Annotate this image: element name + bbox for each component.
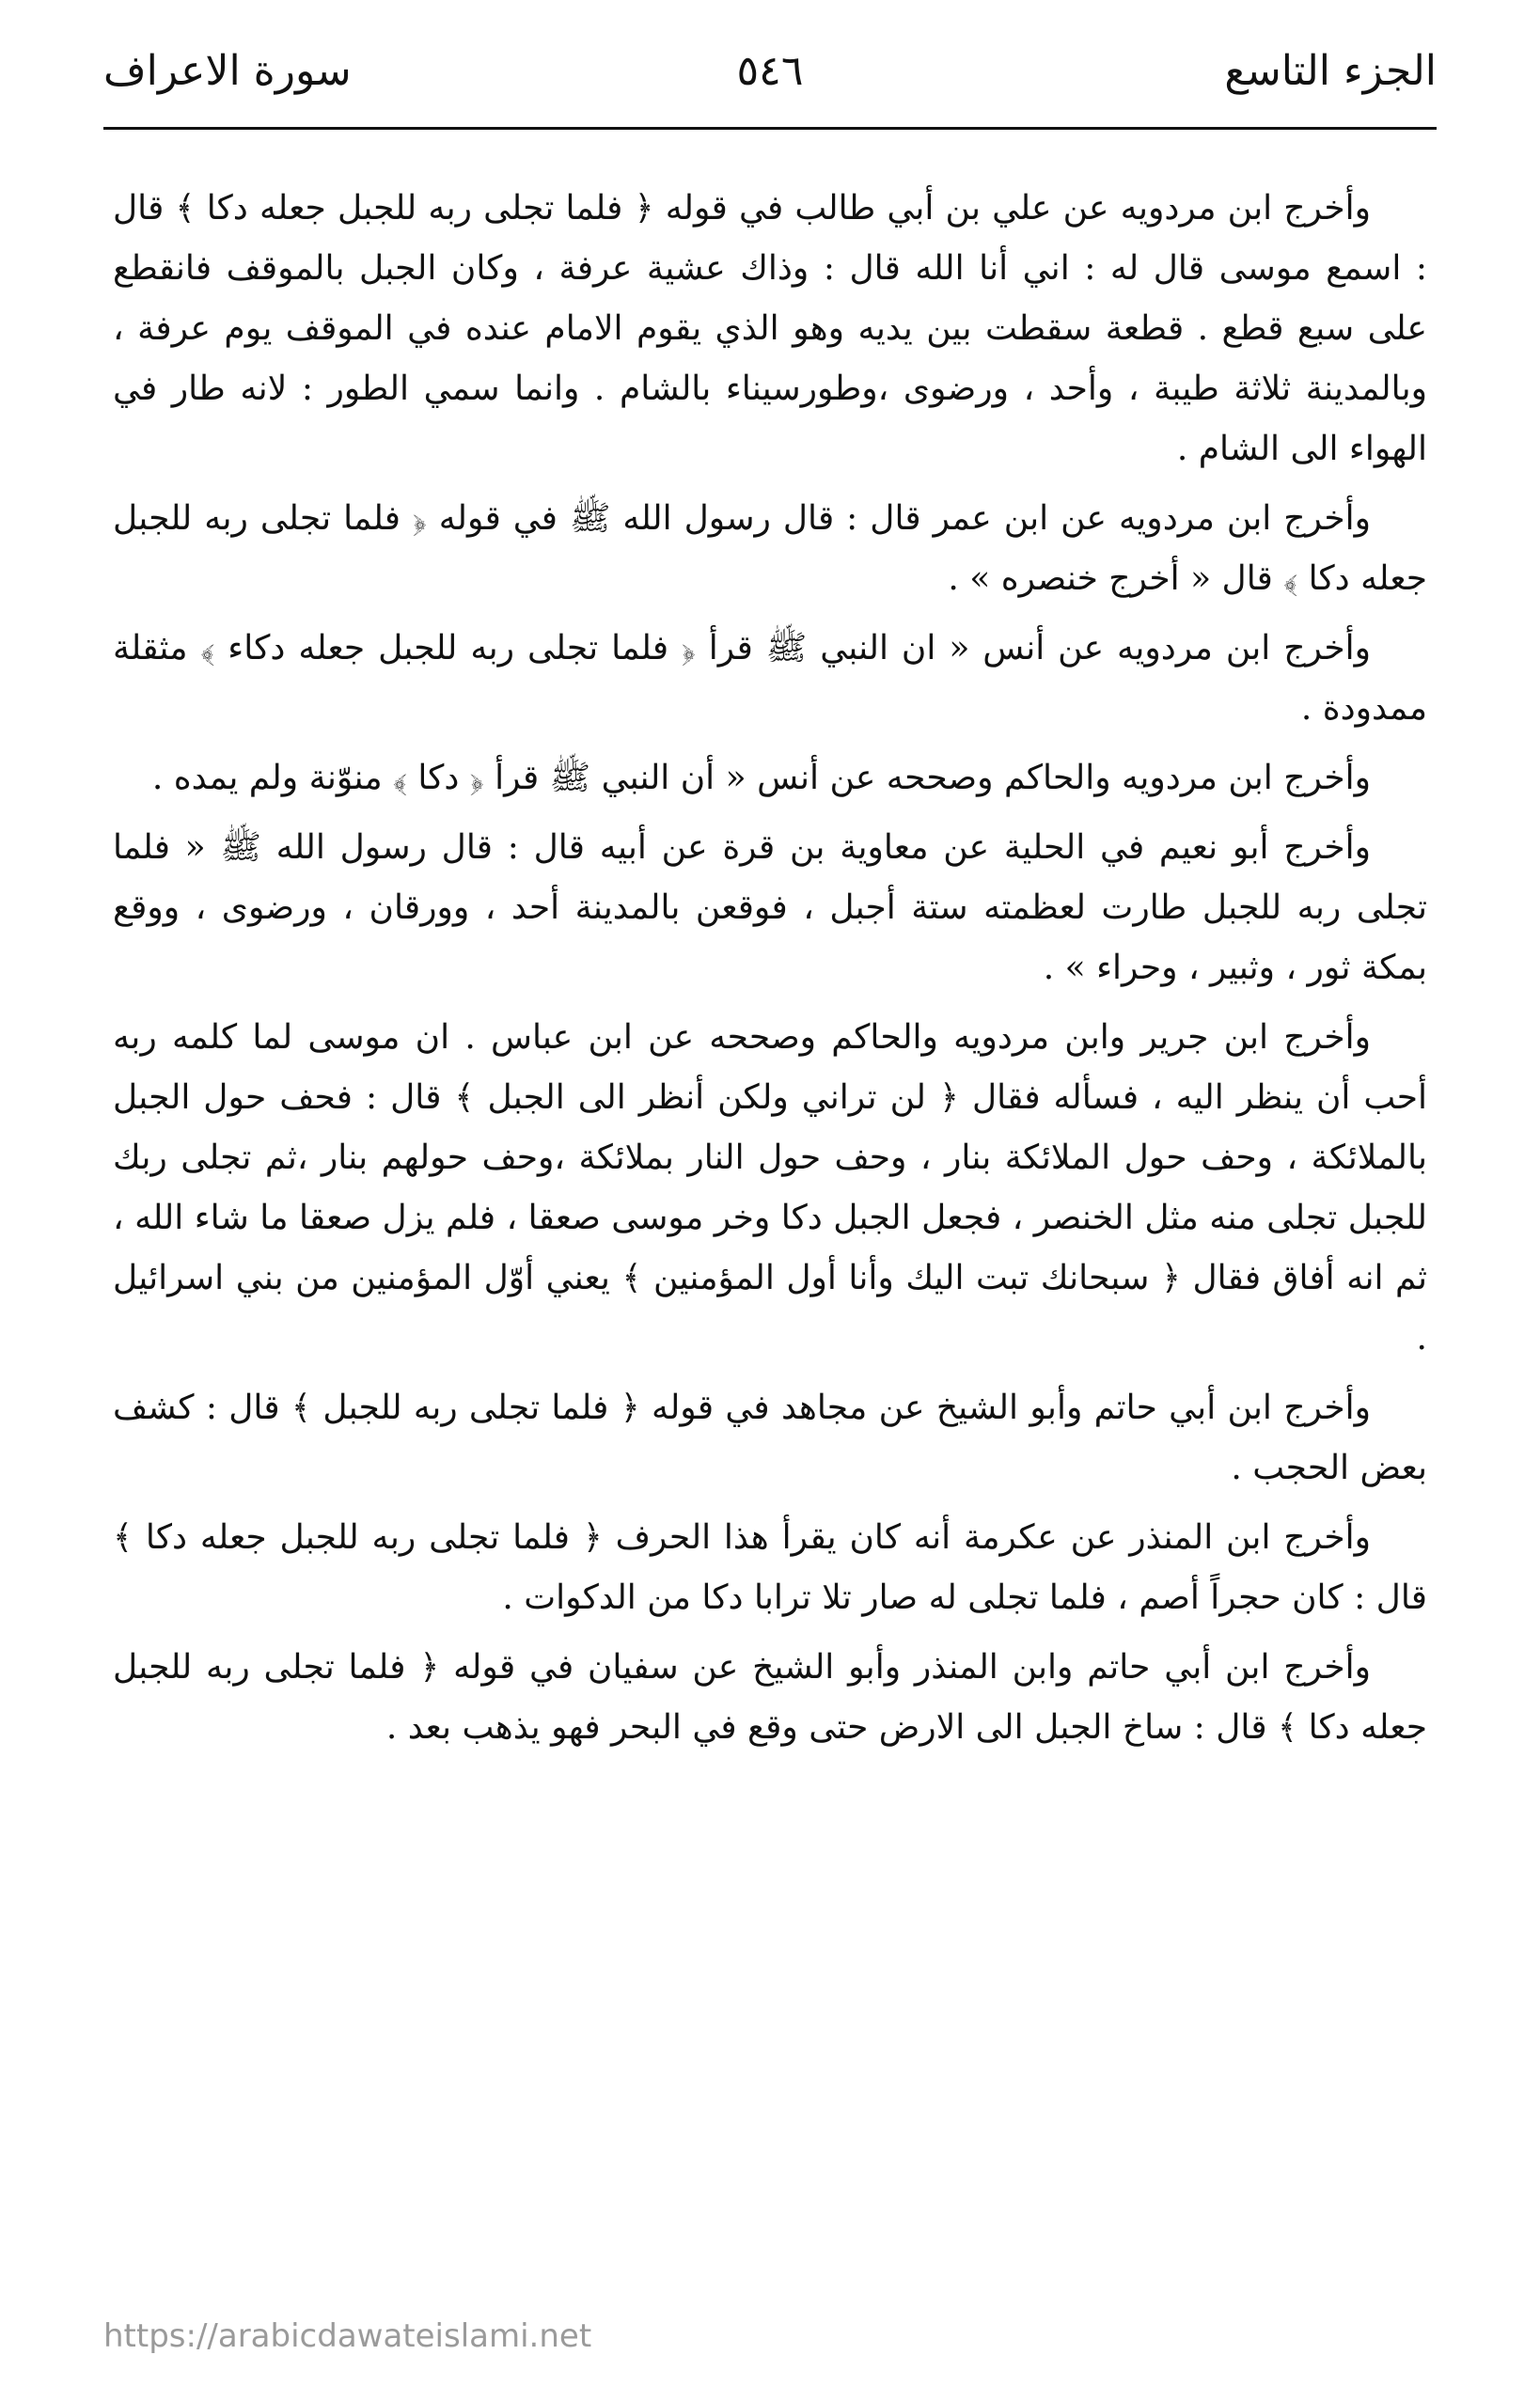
part-label: الجزء التاسع — [1224, 47, 1437, 95]
paragraph-6: وأخرج ابن جرير وابن مردويه والحاكم وصححه عن ابن عباس . ان موسى لما كلمه ربه أحب أن ينظر اليه ، فسأله فقال ﴿ لن تراني ولكن أنظر الى الجبل ﴾ قال : فحف حول الجبل بالملائكة ، وحف حول الملائكة بنار ، وحف حول النار بملائكة ،وحف حولهم بنار ،ثم تجلى ربك للجبل تجلى منه مثل الخنصر ، فجعل الجبل دكا وخر موسى صعقا ، فلم يزل صعقا ما شاء الله ، ثم انه أفاق فقال ﴿ سبحانك تبت اليك وأنا أول المؤمنين ﴾ يعني أوّل المؤمنين من بني اسرائيل . — [113, 1018, 1427, 1358]
page-number: ٥٤٦ — [736, 47, 804, 95]
paragraph-5: وأخرج أبو نعيم في الحلية عن معاوية بن قرة عن أبيه قال : قال رسول الله ﷺ « فلما تجلى ربه للجبل طارت لعظمته ستة أجبل ، فوقعن بالمدينة أحد ، وورقان ، ورضوى ، ووقع بمكة ثور ، وثبير ، وحراء » . — [113, 828, 1427, 987]
paragraph-2: وأخرج ابن مردويه عن ابن عمر قال : قال رسول الله ﷺ في قوله ﴿ فلما تجلى ربه للجبل جعله دكا ﴾ قال « أخرج خنصره » . — [113, 499, 1427, 598]
surah-title: سورة الاعراف — [103, 47, 352, 95]
paragraph-8: وأخرج ابن المنذر عن عكرمة أنه كان يقرأ هذا الحرف ﴿ فلما تجلى ربه للجبل جعله دكا ﴾ قال : كان حجراً أصم ، فلما تجلى له صار تلا ترابا دكا من الدكوات . — [113, 1518, 1427, 1617]
paragraph-9: وأخرج ابن أبي حاتم وابن المنذر وأبو الشيخ عن سفيان في قوله ﴿ فلما تجلى ربه للجبل جعله دكا ﴾ قال : ساخ الجبل الى الارض حتى وقع في البحر فهو يذهب بعد . — [113, 1648, 1427, 1747]
paragraph-7: وأخرج ابن أبي حاتم وأبو الشيخ عن مجاهد في قوله ﴿ فلما تجلى ربه للجبل ﴾ قال : كشف بعض الحجب . — [113, 1389, 1427, 1487]
page-header — [103, 38, 1437, 113]
paragraph-4: وأخرج ابن مردويه والحاكم وصححه عن أنس « أن النبي ﷺ قرأ ﴿ دكا ﴾ منوّنة ولم يمده . — [151, 759, 1371, 797]
paragraph-3: وأخرج ابن مردويه عن أنس « ان النبي ﷺ قرأ ﴿ فلما تجلى ربه للجبل جعله دكاء ﴾ مثقلة ممدودة . — [113, 629, 1427, 728]
header-divider — [103, 127, 1437, 130]
watermark-url: https://arabicdawateislami.net — [103, 2317, 592, 2355]
paragraph-1: وأخرج ابن مردويه عن علي بن أبي طالب في قوله ﴿ فلما تجلى ربه للجبل جعله دكا ﴾ قال : اسمع موسى قال له : اني أنا الله قال : وذاك عشية عرفة ، وكان الجبل بالموقف فانقطع على سبع قطع . قطعة سقطت بين يديه وهو الذي يقوم الامام عنده في الموقف يوم عرفة ، وبالمدينة ثلاثة طيبة ، وأحد ، ورضوى ،وطورسيناء بالشام . وانما سمي الطور : لانه طار في الهواء الى الشام . — [113, 189, 1427, 468]
page-body — [113, 179, 1427, 1767]
